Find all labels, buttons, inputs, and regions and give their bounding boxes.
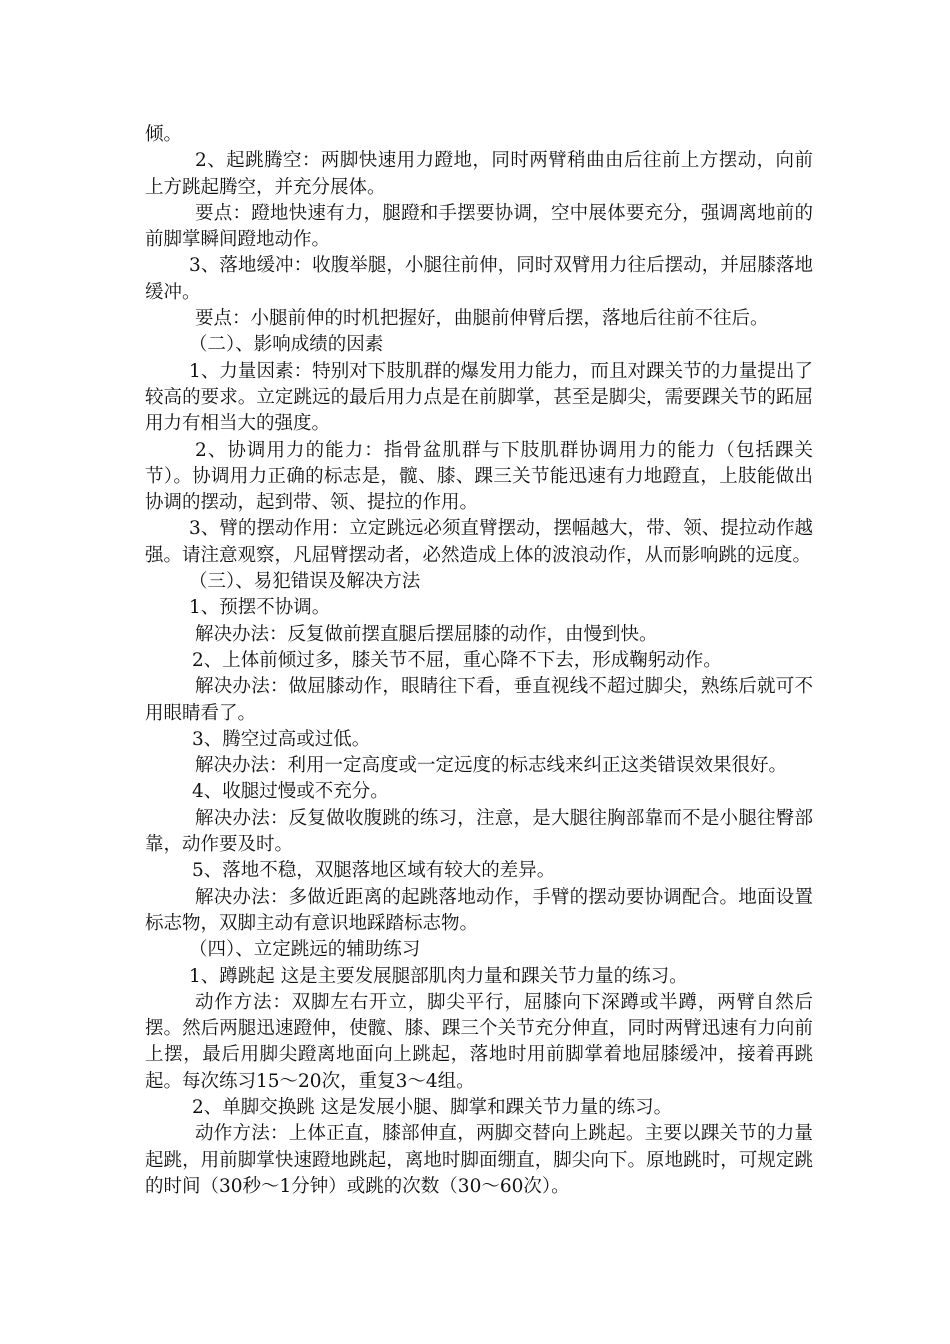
drill-item-2: 2、单脚交换跳 这是发展小腿、脚掌和踝关节力量的练习。 — [192, 1096, 673, 1118]
paragraph-takeoff: 2、起跳腾空：两脚快速用力蹬地，同时两臂稍曲由后往前上方摆动，向前上方跳起腾空，并充分展体。 — [145, 150, 813, 198]
paragraph-takeoff-keypoint: 要点：蹬地快速有力，腿蹬和手摆要协调，空中展体要充分，强调离地前的前脚掌瞬间蹬地动作。 — [145, 202, 813, 251]
solution-item-5: 解决办法：多做近距离的起跳落地动作，手臂的摆动要协调配合。地面设置标志物，双脚主动有意识地踩踏标志物。 — [145, 886, 813, 934]
paragraph-landing: 3、落地缓冲：收腹举腿，小腿往前伸，同时双臂用力往后摆动，并屈膝落地缓冲。 — [145, 255, 813, 303]
section-heading-drills: （四）、立定跳远的辅助练习 — [189, 939, 421, 961]
solution-item-4: 解决办法：反复做收腹跳的练习，注意，是大腿往胸部靠而不是小腿往臀部靠，动作要及时。 — [145, 807, 813, 856]
error-item-4: 4、收腿过慢或不充分。 — [192, 781, 389, 803]
paragraph-continuation: 倾。 — [145, 124, 183, 145]
solution-item-3: 解决办法：利用一定高度或一定远度的标志线来纠正这类错误效果很好。 — [195, 755, 788, 777]
error-item-1: 1、预摆不协调。 — [189, 597, 331, 619]
error-item-5: 5、落地不稳，双腿落地区域有较大的差异。 — [192, 860, 556, 882]
drill-method-1: 动作方法：双脚左右开立，脚尖平行，屈膝向下深蹲或半蹲，两臂自然后摆。然后两腿迅速蹬伸，使髋、膝、踝三个关节充分伸直，同时两臂迅速有力向前上摆，最后用脚尖蹬离地面向上跳起，落地时用前脚掌着地屈膝缓冲，接着再跳起。每次练习15～20次，重复3～4组。 — [145, 991, 813, 1092]
section-heading-errors: （三）、易犯错误及解决方法 — [189, 571, 421, 593]
error-item-3: 3、腾空过高或过低。 — [192, 728, 371, 750]
solution-item-1: 解决办法：反复做前摆直腿后摆屈膝的动作，由慢到快。 — [195, 623, 658, 645]
drill-method-2: 动作方法：上体正直，膝部伸直，两脚交替向上跳起。主要以踝关节的力量起跳，用前脚掌快速蹬地跳起，离地时脚面绷直，脚尖向下。原地跳时，可规定跳的时间（30秒～1分钟）或跳的次数（30～60次）。 — [145, 1123, 813, 1197]
solution-item-2: 解决办法：做屈膝动作，眼睛往下看，垂直视线不超过脚尖，熟练后就可不用眼睛看了。 — [145, 676, 813, 724]
error-item-2: 2、上体前倾过多，膝关节不屈，重心降不下去，形成鞠躬动作。 — [192, 649, 722, 671]
paragraph-arm-swing-factor: 3、臂的摆动作用：立定跳远必须直臂摆动，摆幅越大，带、领、提拉动作越强。请注意观察，凡屈臂摆动者，必然造成上体的波浪动作，从而影响跳的远度。 — [145, 518, 813, 566]
paragraph-landing-keypoint: 要点：小腿前伸的时机把握好，曲腿前伸臂后摆，落地后往前不往后。 — [195, 308, 769, 330]
paragraph-coordination-factor: 2、协调用力的能力：指骨盆肌群与下肢肌群协调用力的能力（包括踝关节）。协调用力正确的标志是，髋、膝、踝三关节能迅速有力地蹬直，上肢能做出协调的摆动，起到带、领、提拉的作用。 — [145, 439, 813, 514]
drill-item-1: 1、蹲跳起 这是主要发展腿部肌肉力量和踝关节力量的练习。 — [189, 965, 688, 987]
paragraph-strength-factor: 1、力量因素：特别对下肢肌群的爆发用力能力，而且对踝关节的力量提出了较高的要求。立定跳远的最后用力点是在前脚掌，甚至是脚尖，需要踝关节的跖屈用力有相当大的强度。 — [145, 360, 813, 435]
document-body — [145, 122, 813, 1200]
section-heading-factors: （二）、影响成绩的因素 — [189, 334, 384, 356]
